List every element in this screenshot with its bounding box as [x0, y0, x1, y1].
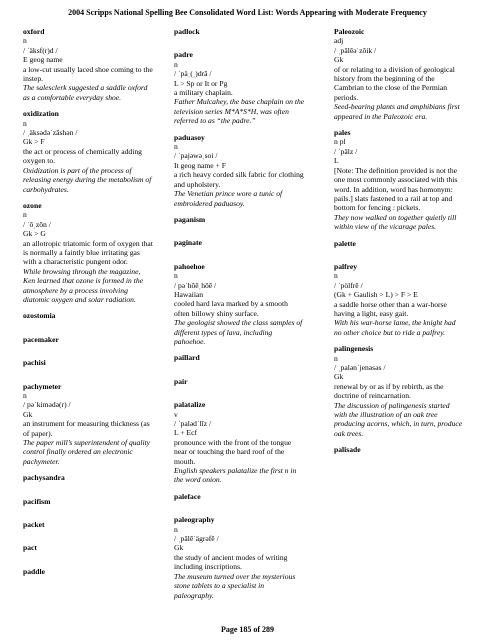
headword: paganism	[174, 214, 206, 224]
headword: packet	[23, 520, 45, 530]
definition: of or relating to a division of geological history from the beginning of the Cambrian to the close of the Permian periods.	[334, 64, 455, 102]
part-of-speech: n	[334, 271, 338, 281]
headword: pahoehoe	[174, 261, 205, 271]
etymology: Gk	[334, 372, 344, 382]
part-of-speech: n	[23, 118, 27, 128]
word-entry	[23, 358, 153, 367]
etymology: It geog name + F	[174, 160, 226, 170]
etymology: Gk	[23, 409, 33, 419]
definition: the study of ancient modes of writing including inscriptions.	[174, 552, 288, 572]
word-entry	[23, 382, 153, 467]
page-footer: Page 185 of 289	[220, 625, 275, 634]
word-entry	[174, 353, 305, 362]
headword: palatalize	[174, 400, 206, 410]
etymology: L + Ecf	[174, 428, 197, 438]
word-entry	[334, 239, 464, 248]
pronunciation: / ˈpalədˈlīz /	[174, 419, 212, 428]
part-of-speech: n	[174, 271, 178, 281]
example-sentence: The Venetian prince wore a tunic of embroidered paduasoy.	[174, 189, 283, 208]
pronunciation: / ˈpäˌ(ˌ)drā /	[174, 69, 212, 79]
pronunciation: / ˌpālēəˈzōik /	[334, 45, 377, 55]
example-sentence: Father Mulcahey, the base chaplain on the television series M*A*S*H, was often referred to as “the padre.”	[174, 97, 305, 126]
headword: padlock	[174, 27, 200, 36]
definition: [Note: The definition provided is not the one most commonly associated with this word. In addition, word has homonym: pails.] slats fastened to a rail at top and bottom for fencing : pickets.	[334, 165, 458, 213]
word-entry	[23, 497, 153, 506]
word-entry	[23, 311, 153, 320]
example-sentence: The museum turned over the mysterious stone tablets to a specialist in paleography.	[174, 571, 296, 600]
pronunciation: / ˈōˌzōn /	[23, 219, 51, 229]
pronunciation: / ˈpajəwəˌsoi /	[174, 151, 218, 161]
word-entry	[174, 492, 305, 501]
headword: padre	[174, 50, 193, 60]
word-entry	[174, 377, 305, 386]
part-of-speech: n	[23, 210, 27, 220]
page-header: 2004 Scripps National Spelling Bee Consolidated Word List: Words Appearing with Moderate Frequency	[68, 8, 427, 17]
part-of-speech: adj	[334, 36, 344, 46]
definition: an allotropic triatomic form of oxygen that is normally a faintly blue irritating gas with a characteristic pungent odor.	[23, 238, 153, 267]
word-entry	[174, 515, 305, 600]
headword: palisade	[334, 445, 361, 455]
definition: an instrument for measuring thickness (as of paper).	[23, 419, 150, 438]
headword: pachisi	[23, 358, 46, 368]
etymology: Gk > G	[23, 229, 46, 239]
word-entry	[23, 201, 153, 304]
part-of-speech: n	[174, 142, 178, 152]
word-entry	[23, 543, 153, 552]
headword: paleography	[174, 515, 215, 525]
example-sentence: While browsing through the magazine, Ken learned that ozone is formed in the atmosphere by a process involving diatomic oxygen and solar radiation.	[23, 266, 144, 304]
headword: pacemaker	[23, 334, 59, 344]
headword: pacifism	[23, 496, 51, 506]
column-1	[23, 27, 153, 590]
example-sentence: Oxidization is part of the process of releasing energy during the metabolism of carbohydrates.	[23, 165, 152, 194]
part-of-speech: n pl	[334, 137, 346, 147]
definition: a rich heavy corded silk fabric for clothing and upholstery.	[174, 170, 304, 189]
headword: ozone	[23, 200, 42, 210]
word-entry	[23, 335, 153, 344]
headword: palingenesis	[334, 344, 374, 354]
etymology: L	[334, 156, 339, 166]
headword: paginate	[174, 238, 202, 248]
pronunciation: / ˈäksf(r)d /	[23, 45, 58, 55]
definition: renewal by or as if by rebirth, as the doctrine of reincarnation.	[334, 381, 444, 401]
column-3	[334, 27, 464, 469]
headword: pair	[174, 376, 188, 386]
word-entry	[23, 27, 153, 102]
word-entry	[23, 109, 153, 194]
headword: oxidization	[23, 109, 59, 119]
definition: the act or process of chemically adding oxygen to.	[23, 146, 142, 166]
etymology: L > Sp or It or Pg	[174, 78, 228, 88]
definition: a low-cut usually laced shoe coming to the instep.	[23, 64, 153, 84]
headword: ozostomia	[23, 311, 56, 321]
pronunciation: / ˈpölfrē /	[334, 280, 363, 290]
word-entry	[23, 567, 153, 576]
etymology: Gk	[174, 543, 184, 553]
word-entry	[334, 128, 464, 231]
word-entry	[23, 520, 153, 529]
word-entry	[174, 238, 305, 247]
pronunciation: / ˌäksədəˈzāshən /	[23, 128, 78, 138]
pronunciation: / pəˈhōēˌhōē /	[174, 280, 217, 290]
part-of-speech: n	[23, 391, 27, 400]
etymology: Gk > F	[23, 137, 45, 147]
word-entry	[23, 473, 153, 482]
headword: paduasoy	[174, 132, 205, 142]
part-of-speech: n	[174, 59, 178, 69]
headword: pachymeter	[23, 381, 62, 391]
word-entry	[174, 262, 305, 347]
definition: cooled hard lava marked by a smooth often billowy shiny surface.	[174, 299, 288, 318]
word-entry	[334, 262, 464, 337]
example-sentence: The discussion of palingenesis started with the illustration of an oak tree producing acorns, which, in turn, produce oak trees.	[334, 400, 463, 438]
etymology: Hawaiian	[174, 289, 204, 299]
part-of-speech: n	[23, 36, 27, 46]
word-entry	[174, 50, 305, 125]
example-sentence: English speakers palatalize the first n in the word onion.	[174, 466, 297, 485]
part-of-speech: n	[334, 353, 338, 363]
etymology: (Gk + Gaulish > L) > F > E	[334, 290, 418, 300]
word-entry	[334, 344, 464, 438]
headword: pales	[334, 128, 351, 138]
definition: a military chaplain.	[174, 88, 233, 98]
column-2	[174, 27, 305, 607]
example-sentence: The geologist showed the class samples of different types of lava, including pahoehoe.	[174, 318, 303, 346]
pronunciation: / ˈpālz /	[334, 146, 358, 156]
headword: pachysandra	[23, 473, 65, 483]
headword: paleface	[174, 491, 201, 501]
word-entry	[174, 27, 305, 36]
word-entry	[174, 400, 305, 485]
headword: palette	[334, 238, 356, 248]
example-sentence: The salesclerk suggested a saddle oxford as a comfortable everyday shoe.	[23, 83, 148, 102]
headword: palfrey	[334, 261, 358, 271]
headword: Paleozoic	[334, 27, 365, 36]
definition: a saddle horse other than a war-horse having a light, easy gait.	[334, 299, 447, 318]
example-sentence: Seed-bearing plants and amphibians first appeared in the Paleozoic era.	[334, 102, 460, 121]
etymology: E geog name	[23, 55, 63, 65]
etymology: Gk	[334, 55, 344, 65]
example-sentence: They now walked on together quietly till within view of the vicarage pales.	[334, 212, 457, 232]
word-entry	[334, 27, 464, 121]
part-of-speech: n	[174, 524, 178, 534]
pronunciation: / ˌpālēˈägrəfē /	[174, 534, 219, 544]
headword: paillard	[174, 353, 200, 363]
pronunciation: / pəˈkimədə(r) /	[23, 400, 71, 410]
definition: pronounce with the front of the tongue near or touching the hard roof of the mouth.	[174, 437, 292, 466]
part-of-speech: v	[174, 409, 178, 419]
word-entry	[334, 445, 464, 454]
example-sentence: The paper mill’s superintendent of quality control finally ordered an electronic pachymeter.	[23, 438, 151, 466]
pronunciation: / ˌpalənˈjenəsəs /	[334, 363, 386, 372]
headword: oxford	[23, 27, 45, 36]
example-sentence: With his war-horse lame, the knight had no other choice but to ride a palfrey.	[334, 318, 456, 337]
word-entry	[174, 133, 305, 208]
word-entry	[174, 215, 305, 224]
headword: pact	[23, 543, 37, 553]
headword: paddle	[23, 566, 45, 576]
